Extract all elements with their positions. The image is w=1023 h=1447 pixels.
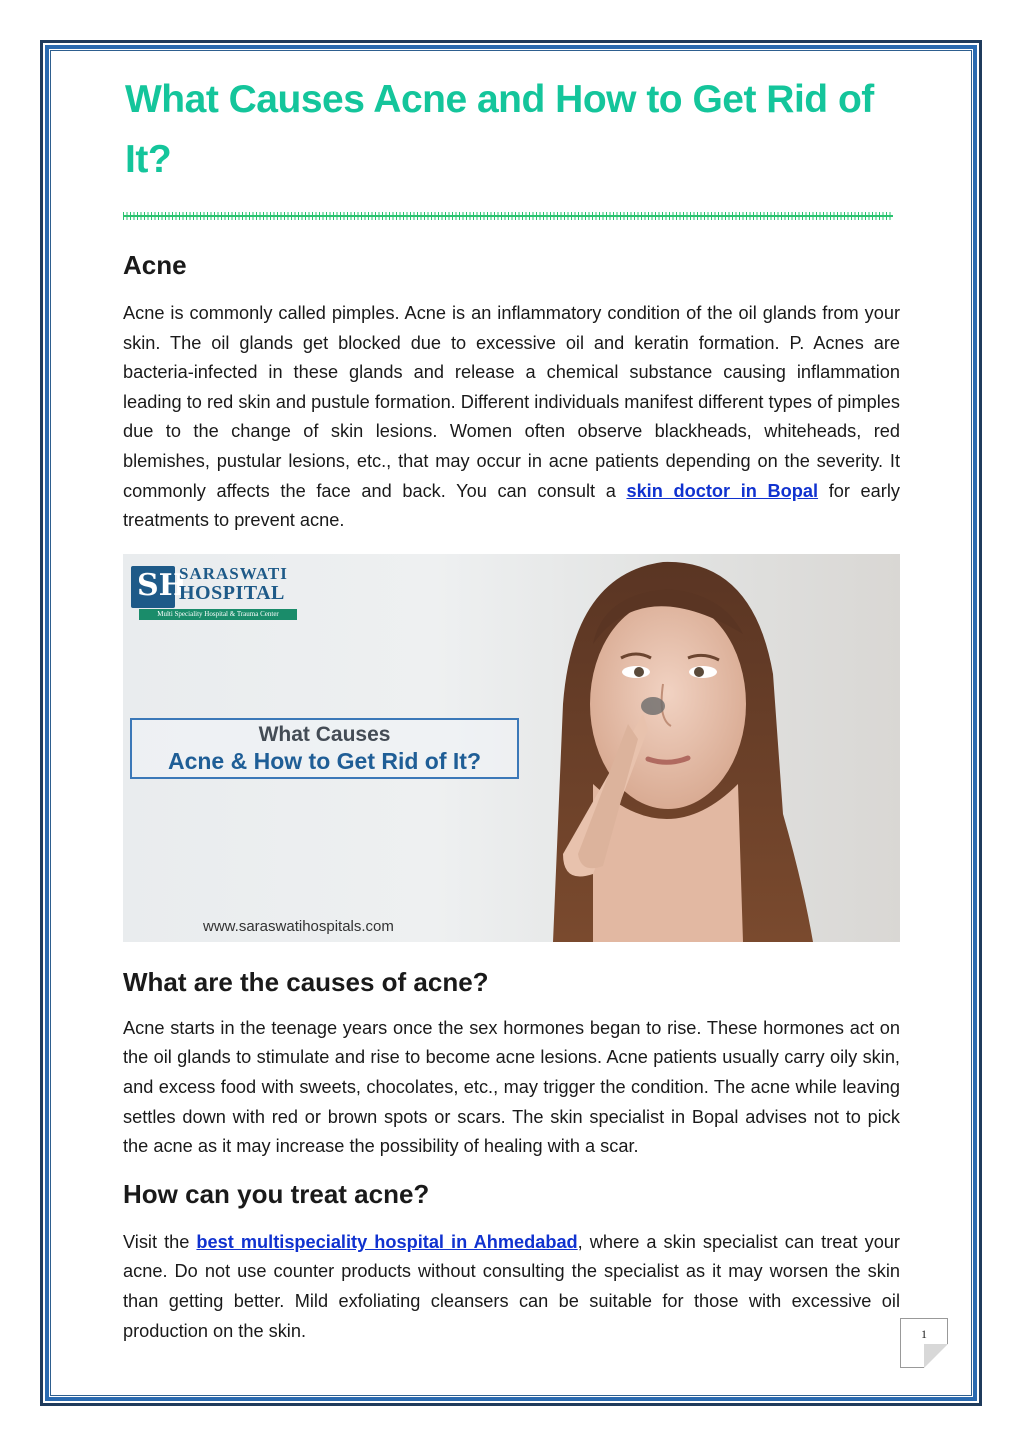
section-heading-acne: Acne — [123, 250, 187, 280]
section-heading-treatment: How can you treat acne? — [123, 1178, 430, 1209]
hospital-logo-tagline: Multi Speciality Hospital & Trauma Center — [139, 609, 297, 620]
banner-headline-box — [130, 718, 519, 779]
paragraph-causes: Acne starts in the teenage years once the sex hormones began to rise. These hormones act on the oil glands to stimulate and rise to become acne lesions. Acne patients usually carry oily skin, and excess food with sweets, chocolates, etc., may trigger the condition. The acne while leaving settles down with red or brown spots or scars. The skin specialist in Bopal advises not to pick the acne as it may increase the possibility of healing with a scar. — [123, 1017, 900, 1157]
skin-doctor-link[interactable]: skin doctor in Bopal — [626, 480, 819, 501]
banner-headline-line2: Acne & How to Get Rid of It? — [167, 747, 482, 774]
paragraph-treatment — [123, 1228, 900, 1346]
multispeciality-hospital-link[interactable]: best multispeciality hospital in Ahmedabad — [196, 1231, 578, 1252]
title-divider — [123, 212, 893, 220]
banner-headline-line1: What Causes — [258, 722, 391, 746]
hospital-logo-name-line2: HOSPITAL — [179, 581, 285, 604]
article-banner-image — [123, 554, 900, 942]
banner-website-url: www.saraswatihospitals.com — [203, 917, 394, 935]
paragraph-acne-text: Acne is commonly called pimples. Acne is an inflammatory condition of the oil glands from your skin. The oil glands get blocked due to excessive oil and keratin formation. P. Acnes are bacteria-infected in these glands and release a chemical substance causing inflammation leading to red skin and pustule formation. Different individuals manifest different types of pimples due to the change of skin lesions. Women often observe blackheads, whiteheads, red blemishes, pustular lesions, etc., that may occur in acne patients depending on the severity. It commonly affects the face and back. You can consult a — [123, 303, 900, 501]
hospital-logo — [131, 564, 296, 624]
paragraph-acne-tail: for early treatments to prevent acne. — [123, 480, 900, 531]
section-heading-causes: What are the causes of acne? — [123, 966, 489, 997]
hospital-logo-mark: SH — [131, 566, 175, 608]
document-title: What Causes Acne and How to Get Rid of It? — [125, 78, 874, 181]
paragraph-treatment-lead: Visit the — [123, 1231, 197, 1252]
page-number: 1 — [900, 1318, 948, 1368]
paragraph-acne — [123, 299, 900, 536]
paragraph-treatment-text: , where a skin specialist can treat your acne. Do not use counter products without consulting the specialist as it may worsen the skin than getting better. Mild exfoliating cleansers can be suitable for those with excessive oil production on the skin. — [123, 1231, 900, 1341]
hospital-logo-name-line1: SARASWATI — [179, 563, 288, 583]
document-body — [123, 70, 900, 1346]
